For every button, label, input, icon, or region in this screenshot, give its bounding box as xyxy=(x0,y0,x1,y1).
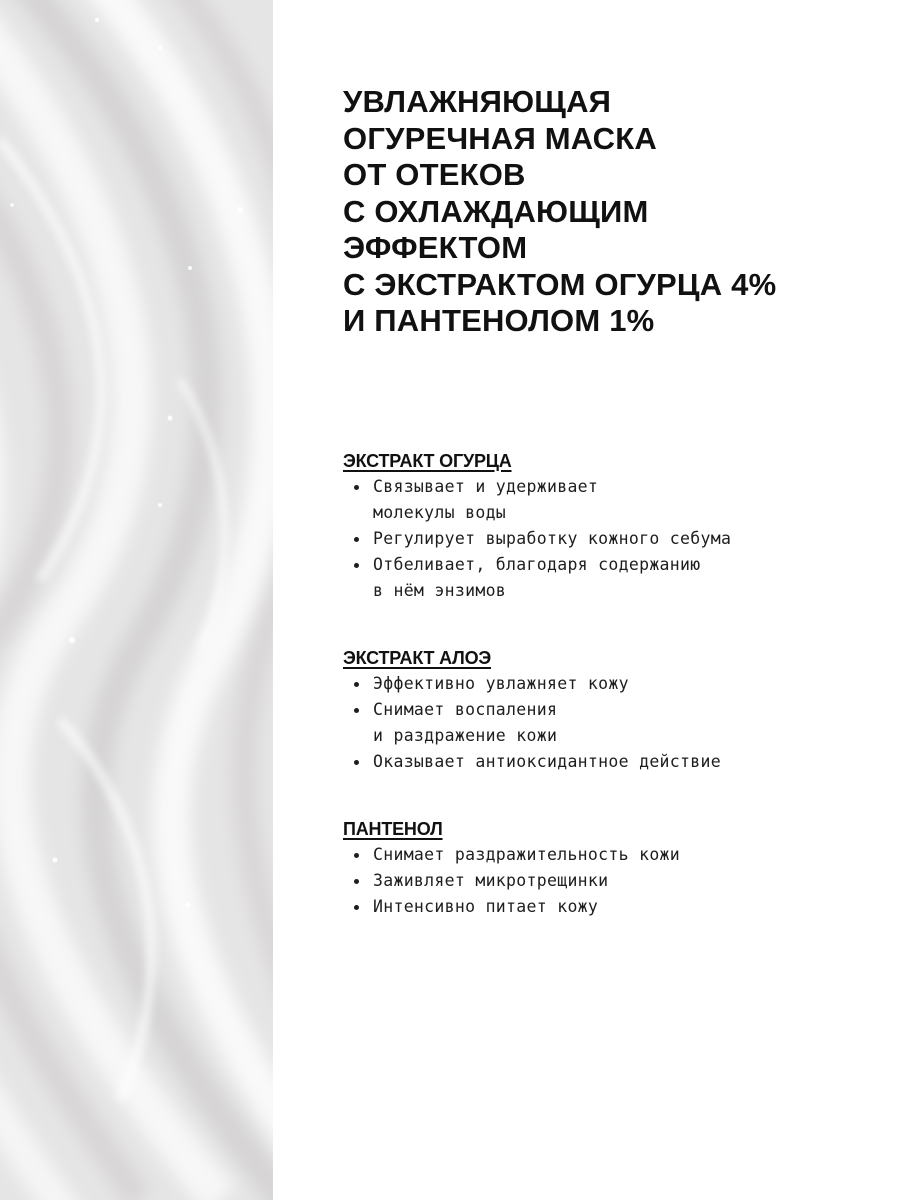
bullet-icon xyxy=(354,760,359,765)
list-item xyxy=(343,842,873,868)
list-item-text: и раздражение кожи xyxy=(373,726,558,745)
title-line: И ПАНТЕНОЛОМ 1% xyxy=(343,303,655,338)
bullet-list xyxy=(343,671,873,775)
list-item-text: Регулирует выработку кожного себума xyxy=(373,529,732,548)
section-cucumber-extract xyxy=(343,450,873,604)
section-heading: ПАНТЕНОЛ xyxy=(343,819,443,839)
cream-texture-image xyxy=(0,0,273,1200)
list-item-text: Заживляет микротрещинки xyxy=(373,871,609,890)
bullet-list xyxy=(343,842,873,920)
bullet-list xyxy=(343,474,873,604)
bullet-icon xyxy=(354,563,359,568)
bullet-icon xyxy=(354,905,359,910)
title-line: ЭФФЕКТОМ xyxy=(343,230,528,265)
section-panthenol xyxy=(343,818,873,920)
list-item-text: Связывает и удерживает xyxy=(373,477,599,496)
title-line: УВЛАЖНЯЮЩАЯ xyxy=(343,84,612,119)
list-item xyxy=(343,749,873,775)
bullet-icon xyxy=(354,682,359,687)
list-item xyxy=(343,526,873,552)
list-item-text: Оказывает антиоксидантное действие xyxy=(373,752,721,771)
list-item xyxy=(343,894,873,920)
list-item-text: Эффективно увлажняет кожу xyxy=(373,674,629,693)
section-heading: ЭКСТРАКТ ОГУРЦА xyxy=(343,451,512,471)
bullet-icon xyxy=(354,537,359,542)
list-item-text: в нём энзимов xyxy=(373,581,507,600)
product-title xyxy=(343,84,873,340)
bullet-icon xyxy=(354,485,359,490)
title-line: С ЭКСТРАКТОМ ОГУРЦА 4% xyxy=(343,266,777,302)
list-item-text: Отбеливает, благодаря содержанию xyxy=(373,555,701,574)
list-item xyxy=(343,697,873,749)
title-line: С ОХЛАЖДАЮЩИМ xyxy=(343,193,649,229)
list-item-text: Снимает воспаления xyxy=(373,700,558,719)
list-item-text: Интенсивно питает кожу xyxy=(373,897,599,916)
bullet-icon xyxy=(354,853,359,858)
list-item xyxy=(343,671,873,697)
title-line: ОГУРЕЧНАЯ МАСКА xyxy=(343,120,657,156)
cream-swirl-texture xyxy=(0,0,273,1200)
list-item xyxy=(343,552,873,604)
list-item xyxy=(343,474,873,526)
bullet-icon xyxy=(354,708,359,713)
title-line: ОТ ОТЕКОВ xyxy=(343,157,526,192)
bullet-icon xyxy=(354,879,359,884)
list-item xyxy=(343,868,873,894)
list-item-text: молекулы воды xyxy=(373,503,507,522)
section-heading: ЭКСТРАКТ АЛОЭ xyxy=(343,648,492,668)
title-block xyxy=(343,84,873,340)
section-aloe-extract xyxy=(343,647,873,775)
list-item-text: Снимает раздражительность кожи xyxy=(373,845,681,864)
